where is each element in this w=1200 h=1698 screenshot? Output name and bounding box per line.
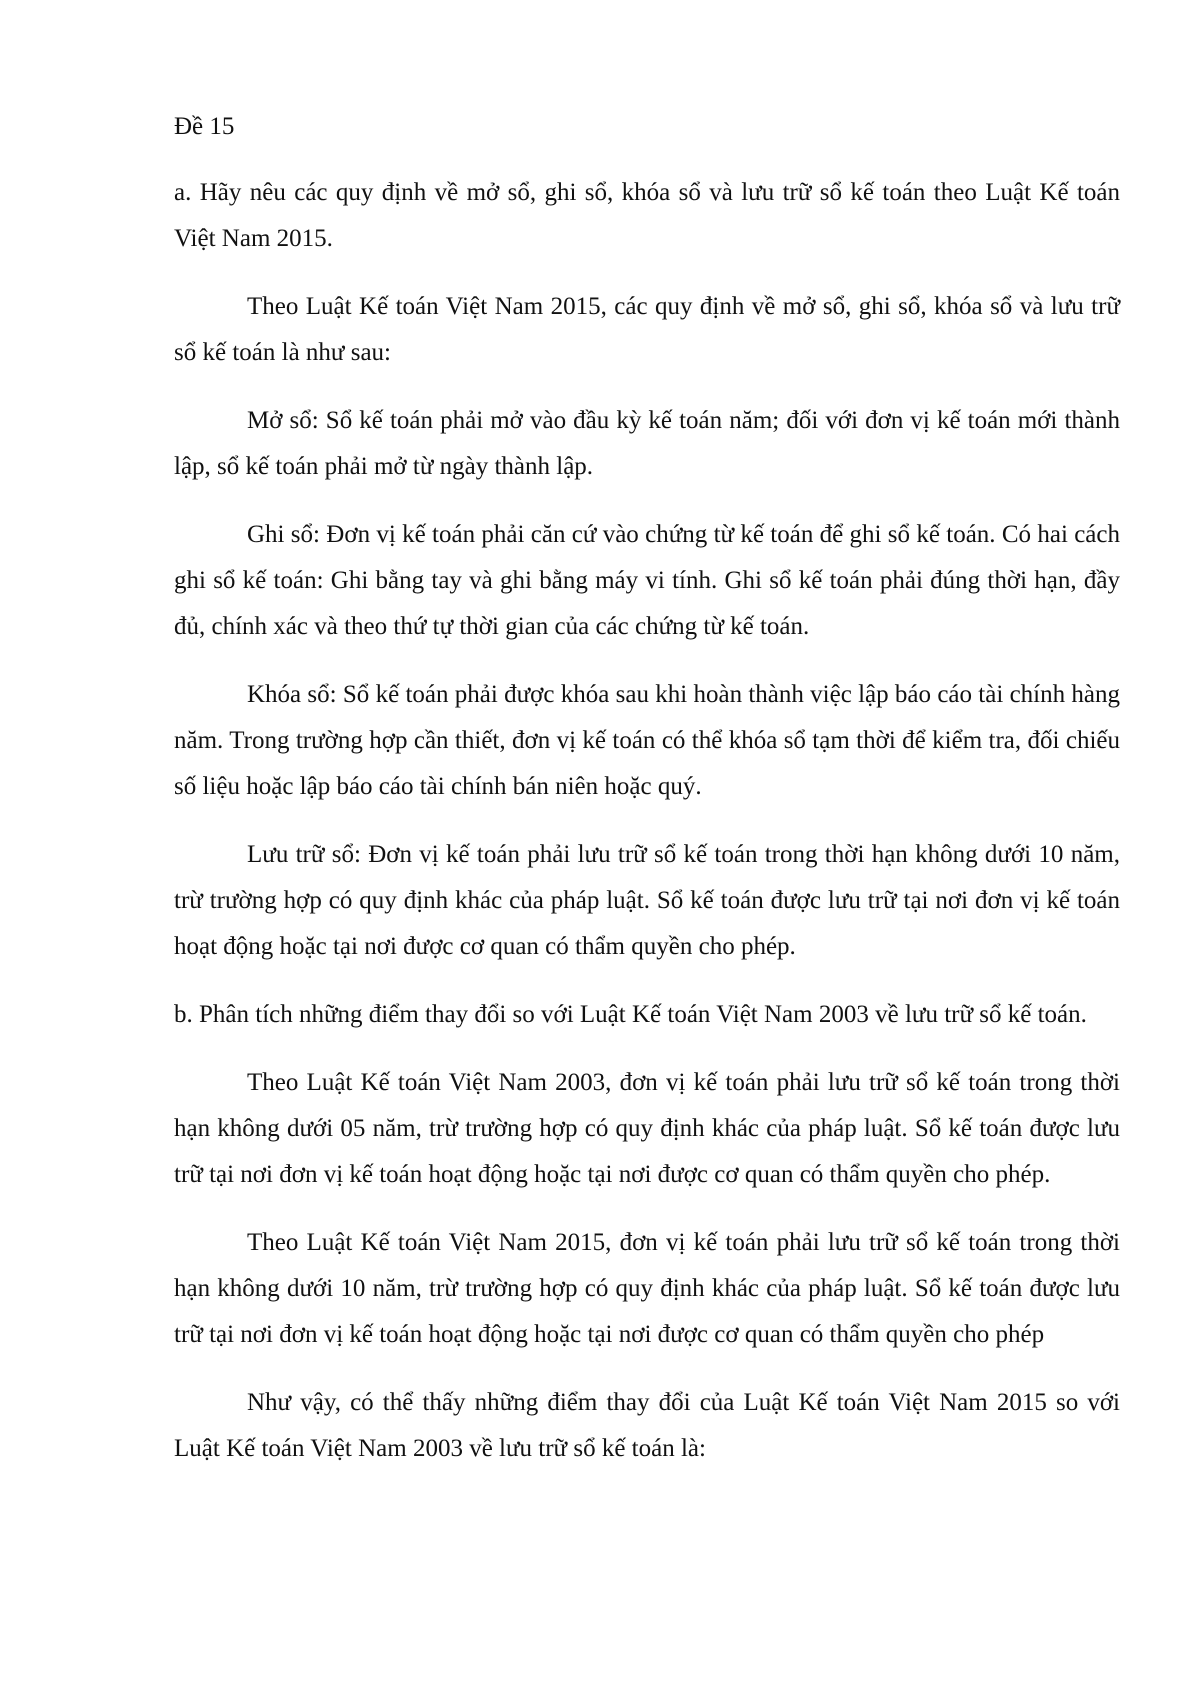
mo-so-paragraph: Mở sổ: Sổ kế toán phải mở vào đầu kỳ kế toán năm; đối với đơn vị kế toán mới thành lập, sổ kế toán phải mở từ ngày thành lập. bbox=[174, 407, 1120, 480]
exam-title: Đề 15 bbox=[174, 113, 235, 140]
law-2003-paragraph: Theo Luật Kế toán Việt Nam 2003, đơn vị kế toán phải lưu trữ sổ kế toán trong thời hạn không dưới 05 năm, trừ trường hợp có quy định khác của pháp luật. Sổ kế toán được lưu trữ tại nơi đơn vị kế toán hoạt động hoặc tại nơi được cơ quan có thẩm quyền cho phép. bbox=[174, 1069, 1120, 1188]
document-body bbox=[174, 110, 1120, 1494]
question-a: a. Hãy nêu các quy định về mở sổ, ghi sổ, khóa sổ và lưu trữ sổ kế toán theo Luật Kế toán Việt Nam 2015. bbox=[174, 179, 1120, 252]
ghi-so-paragraph: Ghi sổ: Đơn vị kế toán phải căn cứ vào chứng từ kế toán để ghi sổ kế toán. Có hai cách ghi sổ kế toán: Ghi bằng tay và ghi bằng máy vi tính. Ghi sổ kế toán phải đúng thời hạn, đầy đủ, chính xác và theo thứ tự thời gian của các chứng từ kế toán. bbox=[174, 521, 1120, 640]
conclusion-paragraph: Như vậy, có thể thấy những điểm thay đổi của Luật Kế toán Việt Nam 2015 so với Luật Kế toán Việt Nam 2003 về lưu trữ sổ kế toán là: bbox=[174, 1389, 1120, 1462]
intro-paragraph: Theo Luật Kế toán Việt Nam 2015, các quy định về mở sổ, ghi sổ, khóa sổ và lưu trữ sổ kế toán là như sau: bbox=[174, 293, 1120, 366]
luu-tru-so-paragraph: Lưu trữ sổ: Đơn vị kế toán phải lưu trữ sổ kế toán trong thời hạn không dưới 10 năm, trừ trường hợp có quy định khác của pháp luật. Sổ kế toán được lưu trữ tại nơi đơn vị kế toán hoạt động hoặc tại nơi được cơ quan có thẩm quyền cho phép. bbox=[174, 841, 1120, 960]
law-2015-paragraph: Theo Luật Kế toán Việt Nam 2015, đơn vị kế toán phải lưu trữ sổ kế toán trong thời hạn không dưới 10 năm, trừ trường hợp có quy định khác của pháp luật. Sổ kế toán được lưu trữ tại nơi đơn vị kế toán hoạt động hoặc tại nơi được cơ quan có thẩm quyền cho phép bbox=[174, 1229, 1120, 1348]
khoa-so-paragraph: Khóa sổ: Sổ kế toán phải được khóa sau khi hoàn thành việc lập báo cáo tài chính hàng năm. Trong trường hợp cần thiết, đơn vị kế toán có thể khóa sổ tạm thời để kiểm tra, đối chiếu số liệu hoặc lập báo cáo tài chính bán niên hoặc quý. bbox=[174, 681, 1120, 800]
question-b: b. Phân tích những điểm thay đổi so với Luật Kế toán Việt Nam 2003 về lưu trữ sổ kế toán. bbox=[174, 1001, 1087, 1028]
